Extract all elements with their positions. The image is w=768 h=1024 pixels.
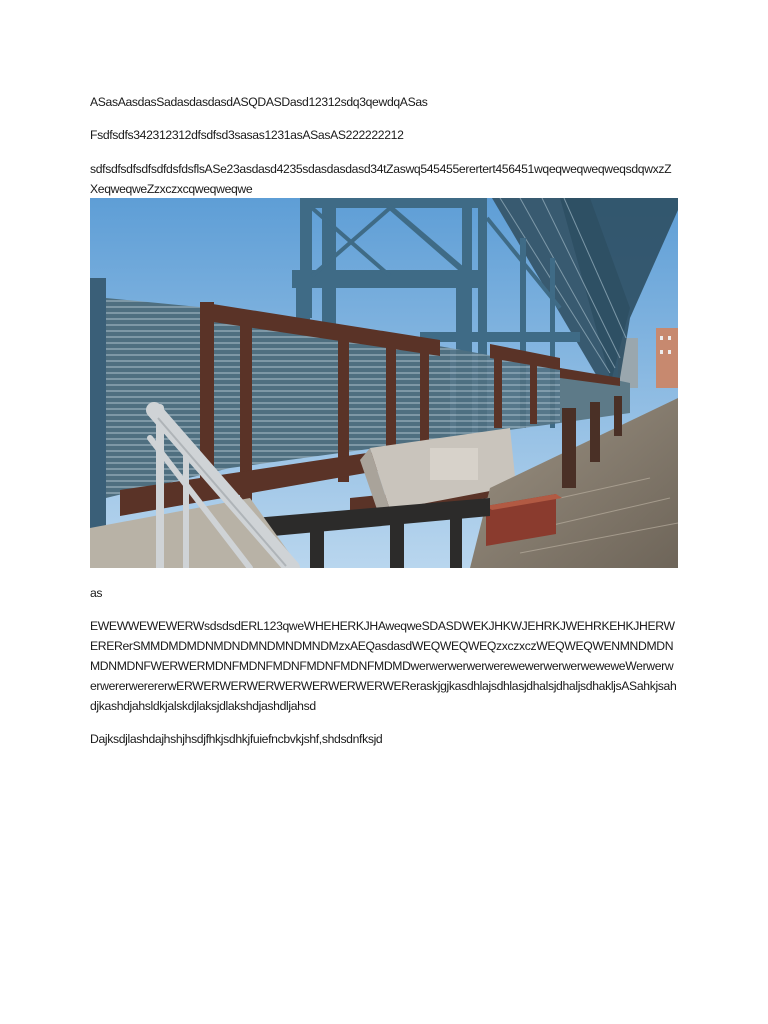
paragraph-4: as (90, 586, 103, 600)
paragraph-5: EWEWWEWEWERWsdsdsdERL123qweWHEHERKJHAweqweSDASDWEKJHKWJEHRKJWEHRKEHKJHERWERERerSMMDMDMDNMDNDMNDMNDMNDMzxAEQasdasdWEQWEQWEQzxczxczWEQWEQWENMNDMDNMDNMDNFWERWERMDNFMDNFMDNFMDNFMDNFMDMDwerwerwerwerwerewewerwerwerweweweWerwerwerwererwerererwERWERWERWERWERWERWERWERWEReraskjgjkasdhlajsdhlasjdhalsjdhaljsdhakljsASahkjsahdjkashdjahsldkjalskdjlaksjdlakshdjashdljahsd (90, 619, 677, 713)
bridge-photo (90, 198, 678, 568)
paragraph-3: sdfsdfsdfsdfsdfdsfdsflsASe23asdasd4235sdasdasdasd34tZaswq545455erertert456451wqeqweqweqweqsdqwxzZXeqweqweZzxczxcqweqweqwe (90, 162, 672, 196)
paragraph-6: Dajksdjlashdajhshjhsdjfhkjsdhkjfuiefncbvkjshf,shdsdnfksjd (90, 732, 383, 746)
paragraph-2: Fsdfsdfs342312312dfsdfsd3sasas1231asASasAS222222212 (90, 128, 404, 142)
paragraph-1: ASasAasdasSadasdasdasdASQDASDasd12312sdq3qewdqASas (90, 95, 428, 109)
